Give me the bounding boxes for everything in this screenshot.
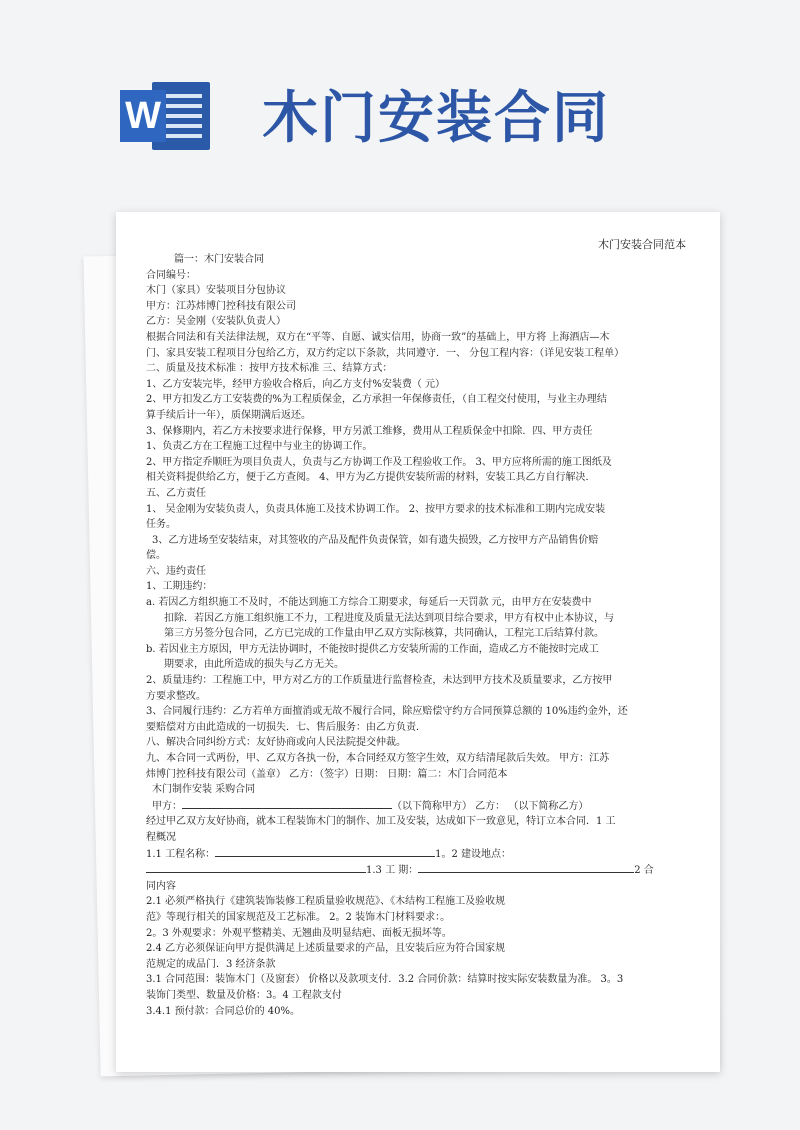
- text-line: 2、质量违约：工程施工中，甲方对乙方的工作质量进行监督检查，未达到甲方技术及质量要求，乙方按甲: [146, 675, 613, 687]
- document-header: 木门安装合同范本: [598, 238, 686, 251]
- text-line: 2、甲方指定乔顺旺为项目负责人，负责与乙方协调工作及工程验收工作。 3、甲方应将所需的施工图纸及: [146, 456, 612, 468]
- party-line-text: （以下简称甲方） 乙方： （以下简称乙方）: [392, 800, 589, 812]
- text-line: 装饰门类型、数量及价格：3。4 工程款支付: [146, 989, 342, 1001]
- section-title: 篇一：木门安装合同: [174, 254, 264, 265]
- project-line: [146, 862, 704, 879]
- location-label: 1。2 建设地点：: [435, 848, 511, 860]
- blank-underline: [146, 862, 366, 873]
- text-line: 第三方另签分包合同，乙方已完成的工作量由甲乙双方实际核算，共同确认，工程完工后结算付款。: [164, 628, 604, 640]
- text-line: 方要求整改。: [146, 690, 206, 702]
- text-line: 乙方：吴金刚（安装队负责人）: [146, 316, 286, 328]
- document-page: [116, 212, 720, 1072]
- text-line: 算手续后计一年），质保期满后返还。: [146, 409, 311, 421]
- text-line: 九、本合同一式两份，甲、乙双方各执一份，本合同经双方签字生效，双方结清尾款后失效。 甲方：江苏: [146, 753, 610, 764]
- text-line: 范》等现行相关的国家规范及工艺标准。 2。2 装饰木门材料要求：。: [146, 911, 451, 923]
- banner-title: 木门安装合同: [262, 86, 610, 151]
- project-name-label: 1.1 工程名称：: [146, 848, 216, 860]
- text-line: 木门（家具）安装项目分包协议: [146, 285, 286, 297]
- text-line: 3、保修期内，若乙方未按要求进行保修，甲方另派工维修，费用从工程质保金中扣除．四、甲方责任: [146, 425, 593, 437]
- text-line: 六、违约责任: [146, 565, 206, 577]
- text-line: 程概况: [146, 831, 176, 843]
- document-body: [146, 252, 704, 1019]
- text-line: 3.1 合同范围：装饰木门（及窗套） 价格以及款项支付．3.2 合同价款：结算时按实际安装数量为准。 3。3: [146, 974, 624, 986]
- text-line: 3、乙方进场至安装结束，对其签收的产品及配件负责保管，如有遗失损毁，乙方按甲方产品销售价赔: [152, 534, 599, 546]
- text-line: 扣除．若因乙方施工组织施工不力，工程进度及质量无法达到项目综合要求，甲方有权中止本协议，与: [164, 612, 614, 624]
- word-logo-letter: W: [120, 90, 166, 142]
- text-line: a. 若因乙方组织施工不及时，不能达到施工方综合工期要求，每延后一天罚款 元，由甲方在安装费中: [146, 597, 592, 609]
- text-line: 门、家具安装工程项目分包给乙方，双方约定以下条款，共同遵守．一、 分包工程内容：（详见安装工程单）: [146, 347, 625, 359]
- text-line: 范规定的成品门．3 经济条款: [146, 958, 276, 970]
- text-line: 要赔偿对方由此造成的一切损失．七、售后服务：由乙方负责．: [146, 721, 426, 733]
- text-line: 五、乙方责任: [146, 487, 206, 499]
- text-line: 相关资料提供给乙方，便于乙方查阅。 4、甲方为乙方提供安装所需的材料，安装工具乙方自行解决．: [146, 472, 596, 484]
- text-line: 3.4.1 预付款：合同总价的 40%。: [146, 1005, 301, 1017]
- text-line: 2.1 必须严格执行《建筑装饰装修工程质量验收规范》、《木结构工程施工及验收规: [146, 896, 506, 908]
- blank-underline: [215, 846, 435, 857]
- party-a-label: 甲方：: [152, 800, 182, 812]
- party-line: [146, 798, 704, 815]
- text-line: 1、乙方安装完毕，经甲方验收合格后，向乙方支付%安装费（ 元）: [146, 378, 446, 390]
- text-line: 炜博门控科技有限公司（盖章） 乙方：（签字）日期： 日期：篇二：木门合同范本: [146, 768, 508, 780]
- text-line: 经过甲乙双方友好协商，就本工程装饰木门的制作、加工及安装，达成如下一致意见，特订立本合同．1 工: [146, 816, 616, 828]
- text-line: b. 若因业主方原因，甲方无法协调时，不能按时提供乙方安装所需的工作面，造成乙方不能按时完成工: [146, 643, 599, 655]
- text-line: 1、工期违约：: [146, 581, 213, 593]
- text-line: 二、质量及技术标准 ：按甲方技术标准 三、结算方式：: [146, 363, 393, 375]
- project-line: [146, 846, 704, 863]
- text-line: 同内容: [146, 880, 176, 892]
- blank-underline: [182, 798, 392, 809]
- text-line: 2.4 乙方必须保证向甲方提供满足上述质量要求的产品，且安装后应为符合国家规: [146, 943, 506, 955]
- text-line: 期要求，由此所造成的损失与乙方无关。: [164, 659, 344, 671]
- text-line: 木门制作安装 采购合同: [152, 784, 256, 796]
- text-line: 任务。: [146, 519, 176, 531]
- text-line: 2。3 外观要求：外观平整精美、无翘曲及明显结疤、面板无损坏等。: [146, 927, 452, 939]
- blank-underline: [418, 862, 634, 873]
- text-line: 八、解决合同纠纷方式：友好协商或向人民法院提交仲裁。: [146, 737, 406, 749]
- text-line: 合同编号：: [146, 269, 196, 281]
- text-line: 3、合同履行违约：乙方若单方面擅消或无故不履行合同，除应赔偿守约方合同预算总额的 10%违约金外，还: [146, 706, 628, 718]
- period-label: 1.3 工 期：: [366, 865, 419, 877]
- text-line: 偿。: [146, 550, 166, 562]
- text-line: 1、 吴金刚为安装负责人，负责具体施工及技术协调工作。 2、按甲方要求的技术标准和工期内完成安装: [146, 503, 606, 515]
- text-line: 根据合同法和有关法律法规，双方在“平等、自愿、诚实信用，协商一致”的基础上，甲方将 上海酒店—木: [146, 331, 610, 343]
- text-line: 2、甲方扣发乙方工安装费的%为工程质保金，乙方承担一年保修责任，（自工程交付使用，与业主办理结: [146, 394, 607, 406]
- banner: [0, 0, 800, 200]
- contract-content-label: 2 合: [634, 865, 654, 877]
- text-line: 甲方：江苏炜博门控科技有限公司: [146, 300, 296, 312]
- word-document-icon: [120, 82, 210, 150]
- text-line: 1、负责乙方在工程施工过程中与业主的协调工作。: [146, 441, 373, 453]
